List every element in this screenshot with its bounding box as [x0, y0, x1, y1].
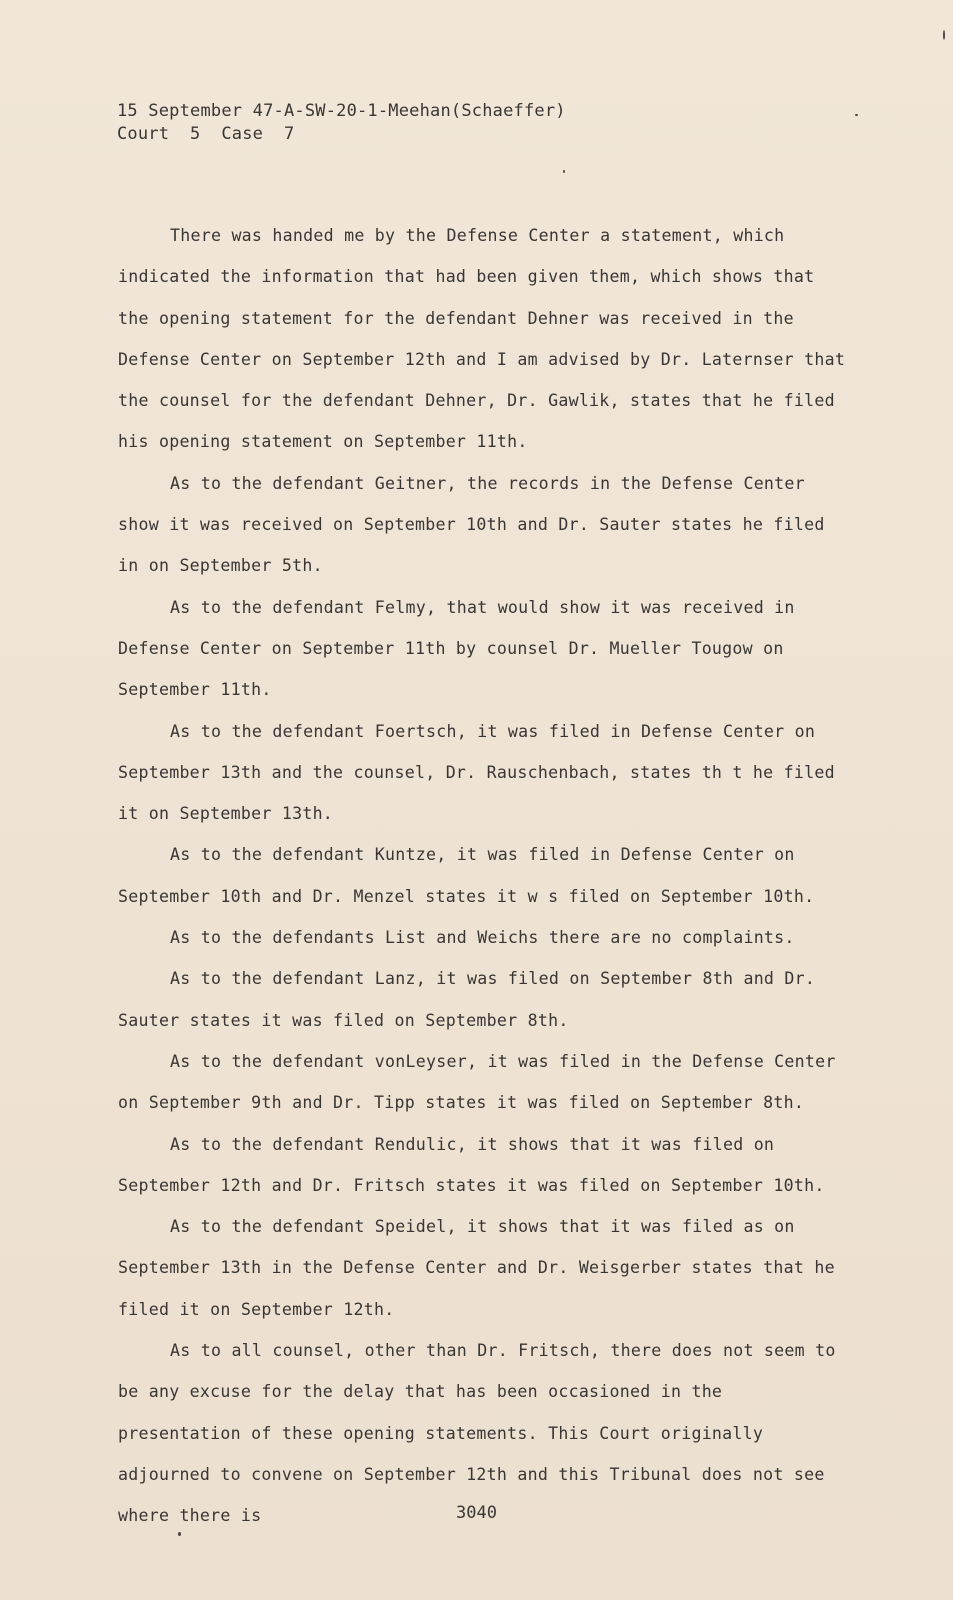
- paragraph-9: As to the defendant Rendulic, it shows that it was filed on September 12th and Dr. Fritsch states it was filed on September 10th.: [118, 1134, 825, 1195]
- paragraph-1: There was handed me by the Defense Center a statement, which indicated the information that had been given them, which shows that the opening statement for the defendant Dehner was received in the Defense Center on September 12th and I am advised by Dr. Laternser that the counsel for the defendant Dehner, Dr. Gawlik, states that he filed his opening statement on September 11th.: [118, 226, 846, 452]
- paragraph-7: As to the defendant Lanz, it was filed on September 8th and Dr. Sauter states it was filed on September 8th.: [118, 969, 816, 1030]
- paragraph-3: As to the defendant Felmy, that would show it was received in Defense Center on September 11th by counsel Dr. Mueller Tougow on September 11th.: [118, 597, 795, 700]
- header-line-1: 15 September 47-A-SW-20-1-Meehan(Schaeffer): [117, 101, 566, 121]
- document-header: [117, 100, 566, 146]
- paper-speck: [178, 1532, 181, 1536]
- paragraph-10: As to the defendant Speidel, it shows that it was filed as on September 13th in the Defense Center and Dr. Weisgerber states that he filed it on September 12th.: [118, 1217, 835, 1319]
- paper-speck: [563, 170, 565, 173]
- paragraph-5: As to the defendant Kuntze, it was filed in Defense Center on September 10th and Dr. Menzel states it w s filed on September 10th.: [118, 845, 815, 906]
- paragraph-6: As to the defendants List and Weichs there are no complaints.: [170, 928, 795, 948]
- paper-speck: [855, 114, 858, 116]
- paragraph-4: As to the defendant Foertsch, it was filed in Defense Center on September 13th and the counsel, Dr. Rauschenbach, states th t he filed it on September 13th.: [118, 721, 835, 824]
- document-body: [118, 215, 853, 1537]
- paragraph-11: As to all counsel, other than Dr. Fritsch, there does not seem to be any excuse for the delay that has been occasioned in the presentation of these opening statements. This Court originally adjourned to convene on September 12th and this Tribunal does not see where there is: [118, 1341, 836, 1526]
- paragraph-2: As to the defendant Geitner, the records in the Defense Center show it was received on September 10th and Dr. Sauter states he filed in on September 5th.: [118, 473, 825, 576]
- paper-speck: [943, 30, 945, 40]
- page-number: 3040: [456, 1503, 497, 1523]
- paragraph-8: As to the defendant vonLeyser, it was filed in the Defense Center on September 9th and Dr. Tipp states it was filed on September 8th.: [118, 1051, 836, 1113]
- header-line-2: Court 5 Case 7: [117, 124, 295, 144]
